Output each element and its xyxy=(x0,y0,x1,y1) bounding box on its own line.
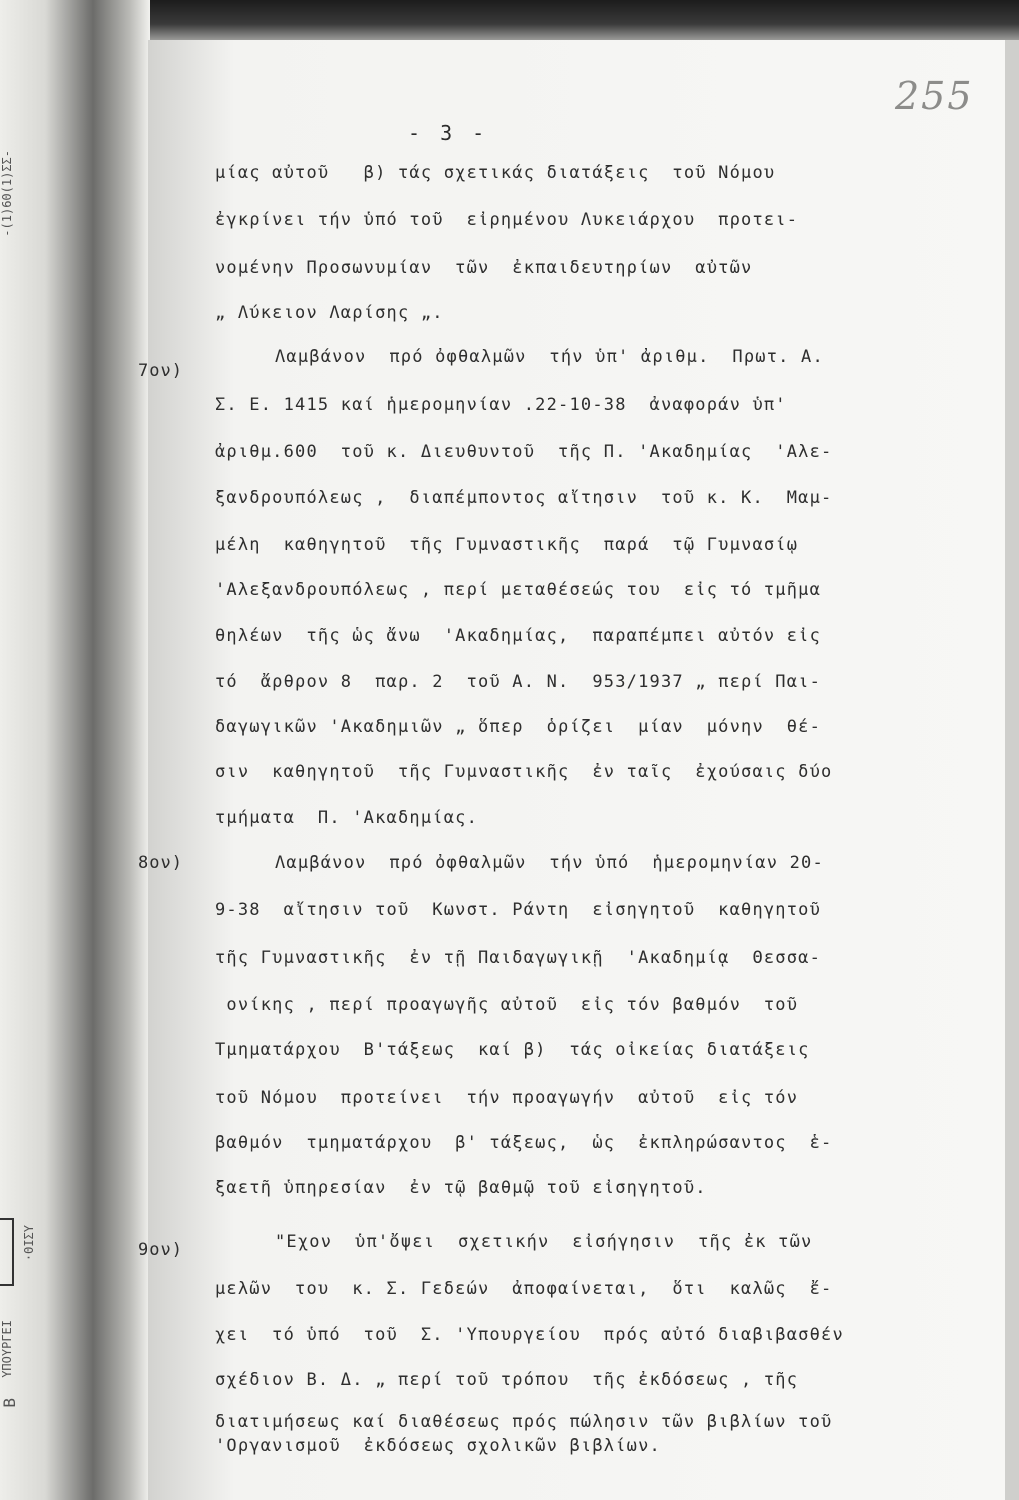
text-line: μελῶν του κ. Σ. Γεδεών ἀποφαίνεται, ὅτι καλῶς ἔ- xyxy=(215,1279,833,1299)
text-line: Λαμβάνον πρό ὀφθαλμῶν τήν ὑπ' ἀριθμ. Πρωτ. Α. xyxy=(275,347,824,367)
text-line: Τμηματάρχου Β'τάξεως καί β) τάς οἰκείας διατάξεις xyxy=(215,1040,810,1060)
text-line: θηλέων τῆς ὡς ἄνω 'Ακαδημίας, παραπέμπει αὐτόν εἰς xyxy=(215,626,822,646)
left-page-fragment: -(1)60(1)ΣΣ- xyxy=(0,150,14,237)
text-line: σχέδιον Β. Δ. „ περί τοῦ τρόπου τῆς ἐκδόσεως , τῆς xyxy=(215,1370,799,1390)
text-line: 'Οργανισμοῦ ἐκδόσεως σχολικῶν βιβλίων. xyxy=(215,1436,661,1456)
text-line: ξανδρουπόλεως , διαπέμποντος αἴτησιν τοῦ κ. Κ. Μαμ- xyxy=(215,488,833,508)
text-line: τῆς Γυμναστικῆς ἐν τῇ Παιδαγωγικῇ 'Ακαδημίᾳ Θεσσα- xyxy=(215,948,822,968)
text-line: τό ἄρθρον 8 παρ. 2 τοῦ Α. Ν. 953/1937 „ περί Παι- xyxy=(215,672,822,692)
text-line: νομένην Προσωνυμίαν τῶν ἐκπαιδευτηρίων αὐτῶν xyxy=(215,258,753,278)
text-line: ἐγκρίνει τήν ὑπό τοῦ εἰρημένου Λυκειάρχου προτει- xyxy=(215,210,799,230)
text-line: Λαμβάνον πρό ὀφθαλμῶν τήν ὑπό ἡμερομηνίαν 20- xyxy=(275,853,824,873)
handwritten-page-number: 255 xyxy=(895,74,974,118)
text-line: τοῦ Νόμου προτείνει τήν προαγωγήν αὐτοῦ εἰς τόν xyxy=(215,1088,799,1108)
left-page-fragment: Β xyxy=(0,1398,19,1408)
left-page-bracket xyxy=(0,1218,14,1286)
text-line: δαγωγικῶν 'Ακαδημιῶν „ ὅπερ ὁρίζει μίαν μόνην θέ- xyxy=(215,717,822,737)
text-line: 'Αλεξανδρουπόλεως , περί μεταθέσεώς του εἰς τό τμῆμα xyxy=(215,580,822,600)
page-right-edge xyxy=(1005,40,1019,1500)
text-line: „ Λύκειον Λαρίσης „. xyxy=(215,303,444,323)
text-line: ἀριθμ.600 τοῦ κ. Διευθυντοῦ τῆς Π. 'Ακαδημίας 'Αλε- xyxy=(215,442,833,462)
section-marker-9: 9ον) xyxy=(138,1240,183,1260)
text-line: βαθμόν τμηματάρχου β' τάξεως, ὡς ἐκπληρώσαντος ἑ- xyxy=(215,1133,833,1153)
text-line: ξαετῆ ὑπηρεσίαν ἐν τῷ βαθμῷ τοῦ εἰσηγητοῦ. xyxy=(215,1178,707,1198)
scan-top-shadow xyxy=(0,0,1019,40)
text-line: μίας αὐτοῦ β) τάς σχετικάς διατάξεις τοῦ Νόμου xyxy=(215,163,776,183)
section-marker-7: 7ον) xyxy=(138,361,183,381)
text-line: μέλη καθηγητοῦ τῆς Γυμναστικῆς παρά τῷ Γυμνασίῳ xyxy=(215,535,799,555)
section-marker-8: 8ον) xyxy=(138,853,183,873)
page-number: - 3 - xyxy=(408,121,489,145)
text-line: ονίκης , περί προαγωγῆς αὐτοῦ εἰς τόν βαθμόν τοῦ xyxy=(215,995,799,1015)
left-page-fragment: ΥΠΟΥΡΓΕΙ xyxy=(0,1320,14,1378)
text-line: τμήματα Π. 'Ακαδημίας. xyxy=(215,808,479,828)
text-line: διατιμήσεως καί διαθέσεως πρός πώλησιν τῶν βιβλίων τοῦ xyxy=(215,1412,833,1432)
text-line: χει τό ὑπό τοῦ Σ. 'Υπουργείου πρός αὐτό διαβιβασθέν xyxy=(215,1325,844,1345)
left-page-fragment: ·ΘΙΣΥ xyxy=(22,1225,36,1262)
book-spine-shadow xyxy=(0,0,150,1500)
text-line: σιν καθηγητοῦ τῆς Γυμναστικῆς ἐν ταῖς ἐχούσαις δύο xyxy=(215,762,833,782)
text-line: Σ. Ε. 1415 καί ἡμερομηνίαν .22-10-38 ἀναφοράν ὑπ' xyxy=(215,395,787,415)
text-line: 9-38 αἴτησιν τοῦ Κωνστ. Ράντη εἰσηγητοῦ καθηγητοῦ xyxy=(215,900,822,920)
text-line: "Εχον ὑπ'ὄψει σχετικήν εἰσήγησιν τῆς ἐκ τῶν xyxy=(275,1232,813,1252)
